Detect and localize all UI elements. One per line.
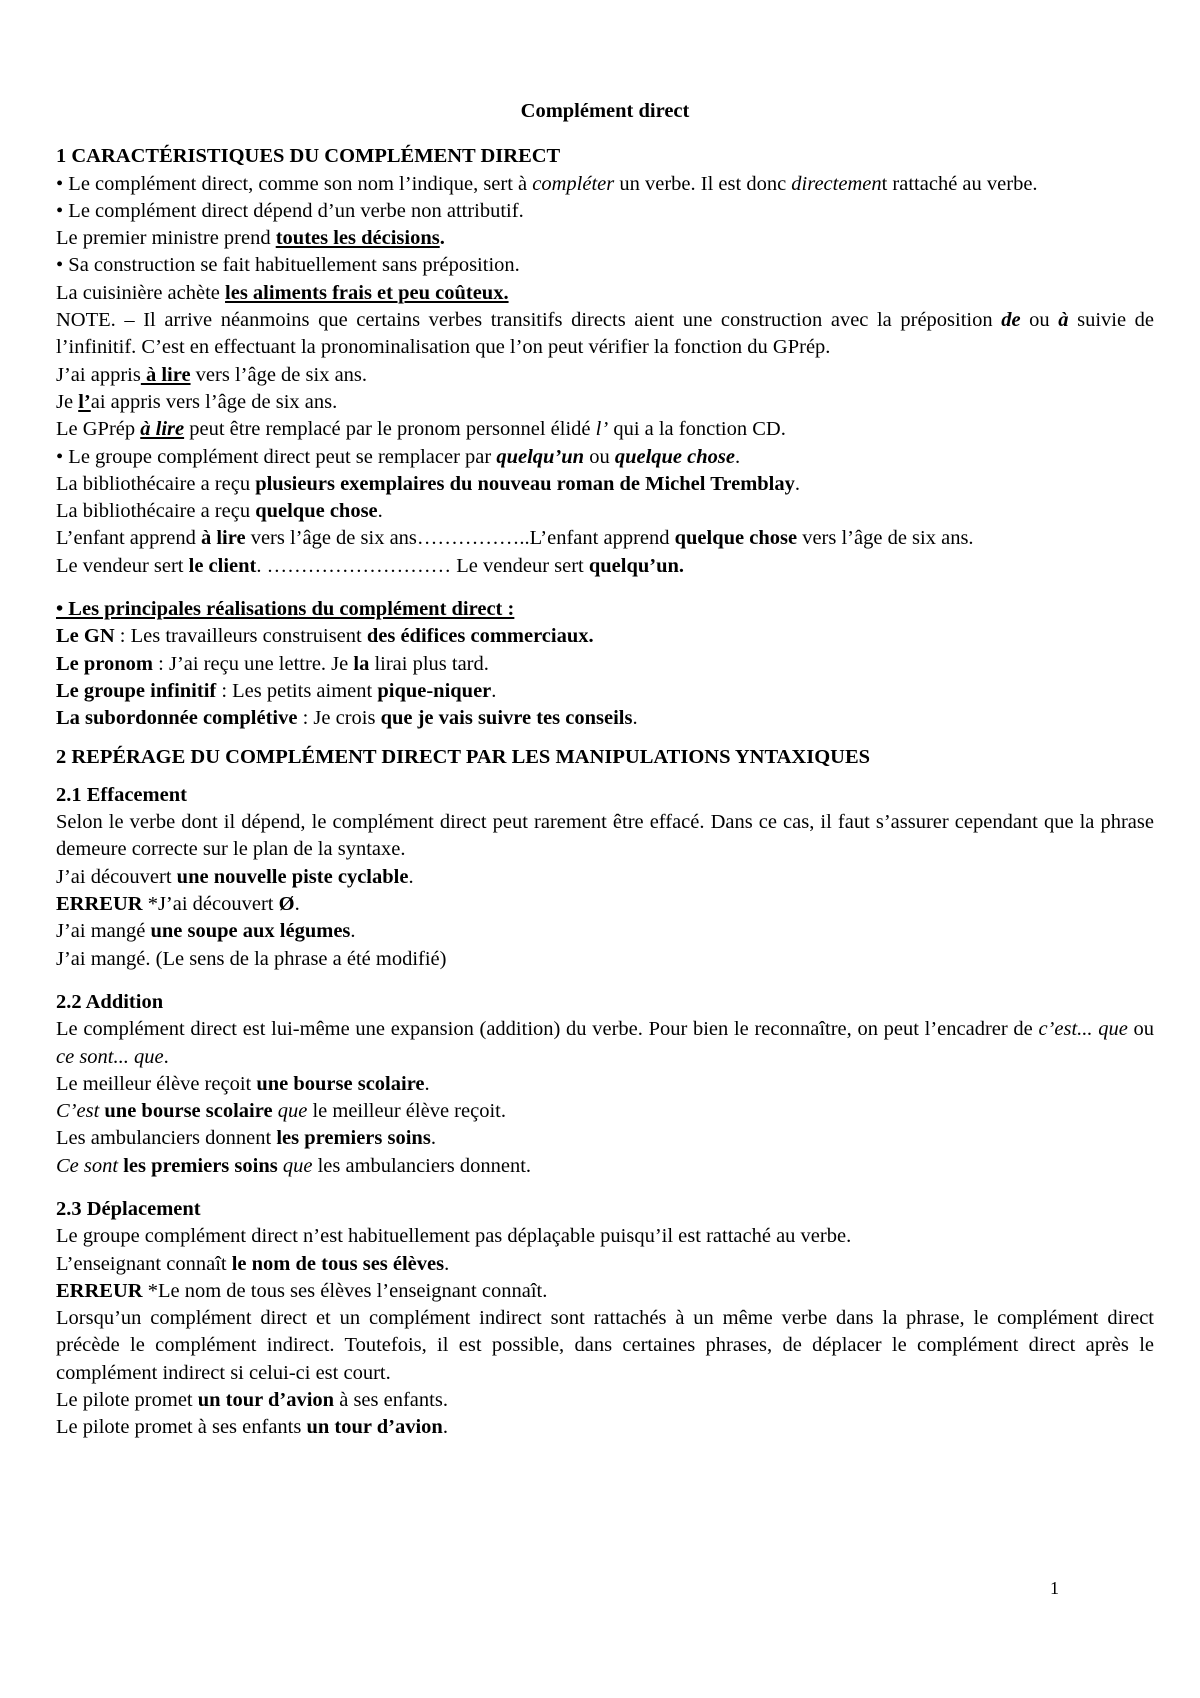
text-run: vers l’âge de six ans.: [190, 363, 368, 386]
text-run: : J’ai reçu une lettre. Je: [153, 652, 354, 675]
text-run: • Le complément direct dépend d’un verbe non attributif.: [56, 199, 524, 222]
text-run: .: [294, 893, 300, 916]
text-run: l’: [595, 418, 609, 441]
text-run: que: [277, 1100, 308, 1123]
section-heading: [56, 143, 1154, 170]
text-run: • Le groupe complément direct peut se remplacer par: [56, 445, 497, 468]
text-run: 2.1 Effacement: [56, 783, 187, 806]
text-run: Le vendeur sert: [56, 554, 189, 577]
text-run: .: [430, 1127, 436, 1150]
paragraph-gap: [56, 973, 1154, 989]
text-line: [56, 1016, 1154, 1071]
text-run: à lire: [140, 418, 185, 441]
text-run: quelque chose: [614, 445, 735, 468]
text-run: .: [163, 1045, 169, 1068]
text-run: que: [282, 1154, 313, 1177]
text-run: .: [424, 1072, 430, 1095]
text-run: Les ambulanciers donnent: [56, 1127, 277, 1150]
text-line: [56, 553, 1154, 580]
section-heading: [56, 744, 1154, 771]
text-line: [56, 1305, 1154, 1387]
text-line: [56, 416, 1154, 443]
text-run: à lire: [200, 527, 246, 550]
text-run: Le GPrép: [56, 418, 141, 441]
text-run: : Je crois: [297, 707, 381, 730]
paragraph-gap: [56, 580, 1154, 596]
text-line: [56, 678, 1154, 705]
text-line: [56, 471, 1154, 498]
section-heading: [56, 989, 1154, 1016]
text-run: l’: [78, 390, 91, 413]
text-line: [56, 809, 1154, 864]
text-run: : Les travailleurs construisent: [114, 625, 367, 648]
text-run: une nouvelle piste cyclable: [176, 865, 409, 888]
text-run: quelqu’un: [496, 445, 585, 468]
text-run: vers l’âge de six ans……………..L’enfant apprend: [245, 527, 675, 550]
text-line: [56, 198, 1154, 225]
document-body: [56, 143, 1154, 1441]
text-run: une bourse scolaire: [104, 1100, 273, 1123]
document-page: [56, 98, 1154, 1442]
text-run: une soupe aux légumes: [150, 920, 351, 943]
text-run: Selon le verbe dont il dépend, le complément direct peut rarement être effacé. Dans ce cas, il faut s’assurer cependant que la phrase demeure correcte sur le plan de la syntaxe.: [56, 811, 1154, 861]
text-run: des édifices commerciaux.: [366, 625, 594, 648]
text-run: 2.3 Déplacement: [56, 1197, 201, 1220]
text-run: toutes les décisions: [275, 227, 440, 250]
text-line: [56, 1125, 1154, 1152]
text-run: t rattaché au verbe.: [881, 172, 1038, 195]
text-run: ERREUR: [56, 893, 143, 916]
page-number: 1: [1050, 1578, 1059, 1598]
text-line: [56, 307, 1154, 362]
text-line: [56, 1153, 1154, 1180]
document-title: Complément direct: [520, 100, 690, 122]
text-run: L’enfant apprend: [56, 527, 201, 550]
text-line: [56, 498, 1154, 525]
text-line: [56, 1098, 1154, 1125]
text-run: un tour d’avion: [306, 1416, 443, 1439]
text-run: *J’ai découvert: [142, 893, 279, 916]
text-run: le nom de tous ses élèves: [231, 1252, 445, 1275]
text-run: Le complément direct est lui-même une expansion (addition) du verbe. Pour bien le reconnaître, on peut l’encadrer de: [56, 1018, 1039, 1041]
text-run: 1 CARACTÉRISTIQUES DU COMPLÉMENT DIRECT: [56, 145, 561, 168]
section-heading: [56, 782, 1154, 809]
text-line: [56, 651, 1154, 678]
text-run: J’ai découvert: [56, 865, 177, 888]
text-run: lirai plus tard.: [369, 652, 489, 675]
text-line: [56, 705, 1154, 732]
text-run: • Le complément direct, comme son nom l’indique, sert à: [56, 172, 533, 195]
text-line: [56, 1387, 1154, 1414]
text-line: [56, 252, 1154, 279]
text-run: quelqu’un.: [588, 554, 685, 577]
text-run: une bourse scolaire: [256, 1072, 425, 1095]
text-line: [56, 1223, 1154, 1250]
text-run: quelque chose: [674, 527, 798, 550]
text-run: .: [794, 472, 801, 495]
text-line: [56, 225, 1154, 252]
text-run: .: [439, 227, 445, 250]
text-run: . ……………………… Le vendeur sert: [256, 554, 589, 577]
text-run: les premiers soins: [276, 1127, 431, 1150]
text-run: NOTE. – Il arrive néanmoins que certains verbes transitifs directs aient une construction avec la préposition: [56, 309, 1002, 332]
text-line: [56, 1414, 1154, 1441]
text-run: que je vais suivre tes conseils: [380, 707, 633, 730]
text-run: plusieurs exemplaires du nouveau roman de Michel Tremblay: [255, 472, 795, 495]
text-run: un tour d’avion: [197, 1389, 335, 1412]
text-run: c’est... que: [1038, 1018, 1128, 1041]
text-run: La cuisinière achète: [56, 281, 226, 304]
text-run: 2 REPÉRAGE DU COMPLÉMENT DIRECT PAR LES MANIPULATIONS YNTAXIQUES: [56, 745, 871, 768]
text-line: [56, 280, 1154, 307]
text-run: directemen: [791, 172, 882, 195]
text-run: Le pronom: [56, 652, 154, 675]
text-run: suivie de l’infinitif. C’est en effectuant la pronominalisation que l’on peut vérifier la fonction du GPrép.: [56, 309, 1154, 359]
text-run: à ses enfants.: [334, 1389, 448, 1412]
paragraph-gap: [56, 771, 1154, 782]
text-run: Lorsqu’un complément direct et un complément indirect sont rattachés à un même verbe dans la phrase, le complément direct précède le complément indirect. Toutefois, il est possible, dans certaines phrases, de déplacer le complément direct après le complément indirect si celui-ci est court.: [56, 1307, 1154, 1384]
text-line: [56, 596, 1154, 623]
text-run: le meilleur élève reçoit.: [307, 1100, 506, 1123]
text-run: Le premier ministre prend: [56, 227, 276, 250]
section-heading: [56, 1196, 1154, 1223]
text-run: .: [377, 500, 383, 523]
text-run: quelque chose: [255, 500, 378, 523]
text-run: La subordonnée complétive: [56, 707, 298, 730]
text-run: à lire: [140, 363, 191, 386]
text-run: Ce sont: [56, 1154, 119, 1177]
text-run: : Les petits aiment: [216, 679, 378, 702]
text-run: J’ai appris: [56, 363, 141, 386]
text-run: .: [350, 920, 356, 943]
paragraph-gap: [56, 1180, 1154, 1196]
text-run: la: [353, 652, 370, 675]
text-line: [56, 444, 1154, 471]
text-line: [56, 171, 1154, 198]
text-run: ou: [1020, 309, 1059, 332]
text-run: 2.2 Addition: [56, 990, 164, 1013]
text-line: [56, 1071, 1154, 1098]
text-run: les aliments frais et peu coûteux.: [225, 281, 509, 304]
text-run: L’enseignant connaît: [56, 1252, 232, 1275]
text-run: .: [491, 679, 497, 702]
text-run: Le meilleur élève reçoit: [56, 1072, 257, 1095]
text-run: Ø: [278, 893, 295, 916]
text-line: [56, 946, 1154, 973]
text-run: de: [1001, 309, 1021, 332]
text-run: compléter: [532, 172, 615, 195]
text-run: Le groupe complément direct n’est habituellement pas déplaçable puisqu’il est rattaché au verbe.: [56, 1225, 852, 1248]
text-run: le client: [188, 554, 257, 577]
paragraph-gap: [56, 733, 1154, 744]
text-run: • Sa construction se fait habituellement sans préposition.: [56, 254, 520, 277]
text-run: La bibliothécaire a reçu: [56, 500, 256, 523]
text-run: Le groupe infinitif: [56, 679, 217, 702]
text-run: *Le nom de tous ses élèves l’enseignant connaît.: [142, 1279, 548, 1302]
text-line: [56, 389, 1154, 416]
text-run: qui a la fonction CD.: [608, 418, 786, 441]
text-line: [56, 864, 1154, 891]
text-run: peut être remplacé par le pronom personnel élidé: [184, 418, 596, 441]
text-run: pique-niquer: [377, 679, 492, 702]
text-line: [56, 1251, 1154, 1278]
text-line: [56, 525, 1154, 552]
text-run: • Les principales réalisations du complément direct :: [56, 598, 515, 621]
text-run: .: [632, 707, 638, 730]
text-line: [56, 623, 1154, 650]
text-run: les premiers soins: [123, 1154, 278, 1177]
text-run: .: [408, 865, 414, 888]
text-run: J’ai mangé. (Le sens de la phrase a été modifié): [56, 947, 447, 970]
text-run: à: [1058, 309, 1069, 332]
text-run: Le pilote promet: [56, 1389, 198, 1412]
text-run: .: [444, 1252, 450, 1275]
text-run: ERREUR: [56, 1279, 143, 1302]
text-run: ou: [1127, 1018, 1155, 1041]
text-run: ai appris vers l’âge de six ans.: [90, 390, 338, 413]
text-line: [56, 362, 1154, 389]
text-run: La bibliothécaire a reçu: [56, 472, 256, 495]
text-run: ce sont... que: [56, 1045, 164, 1068]
text-run: Le pilote promet à ses enfants: [56, 1416, 307, 1439]
text-run: C’est: [56, 1100, 100, 1123]
text-run: un verbe. Il est donc: [614, 172, 792, 195]
text-line: [56, 918, 1154, 945]
text-run: vers l’âge de six ans.: [797, 527, 974, 550]
text-run: les ambulanciers donnent.: [312, 1154, 532, 1177]
text-run: .: [442, 1416, 448, 1439]
text-line: [56, 1278, 1154, 1305]
text-run: Le GN: [56, 625, 115, 648]
text-run: J’ai mangé: [56, 920, 151, 943]
text-line: [56, 891, 1154, 918]
text-run: .: [734, 445, 741, 468]
text-run: Je: [56, 390, 79, 413]
text-run: ou: [584, 445, 615, 468]
